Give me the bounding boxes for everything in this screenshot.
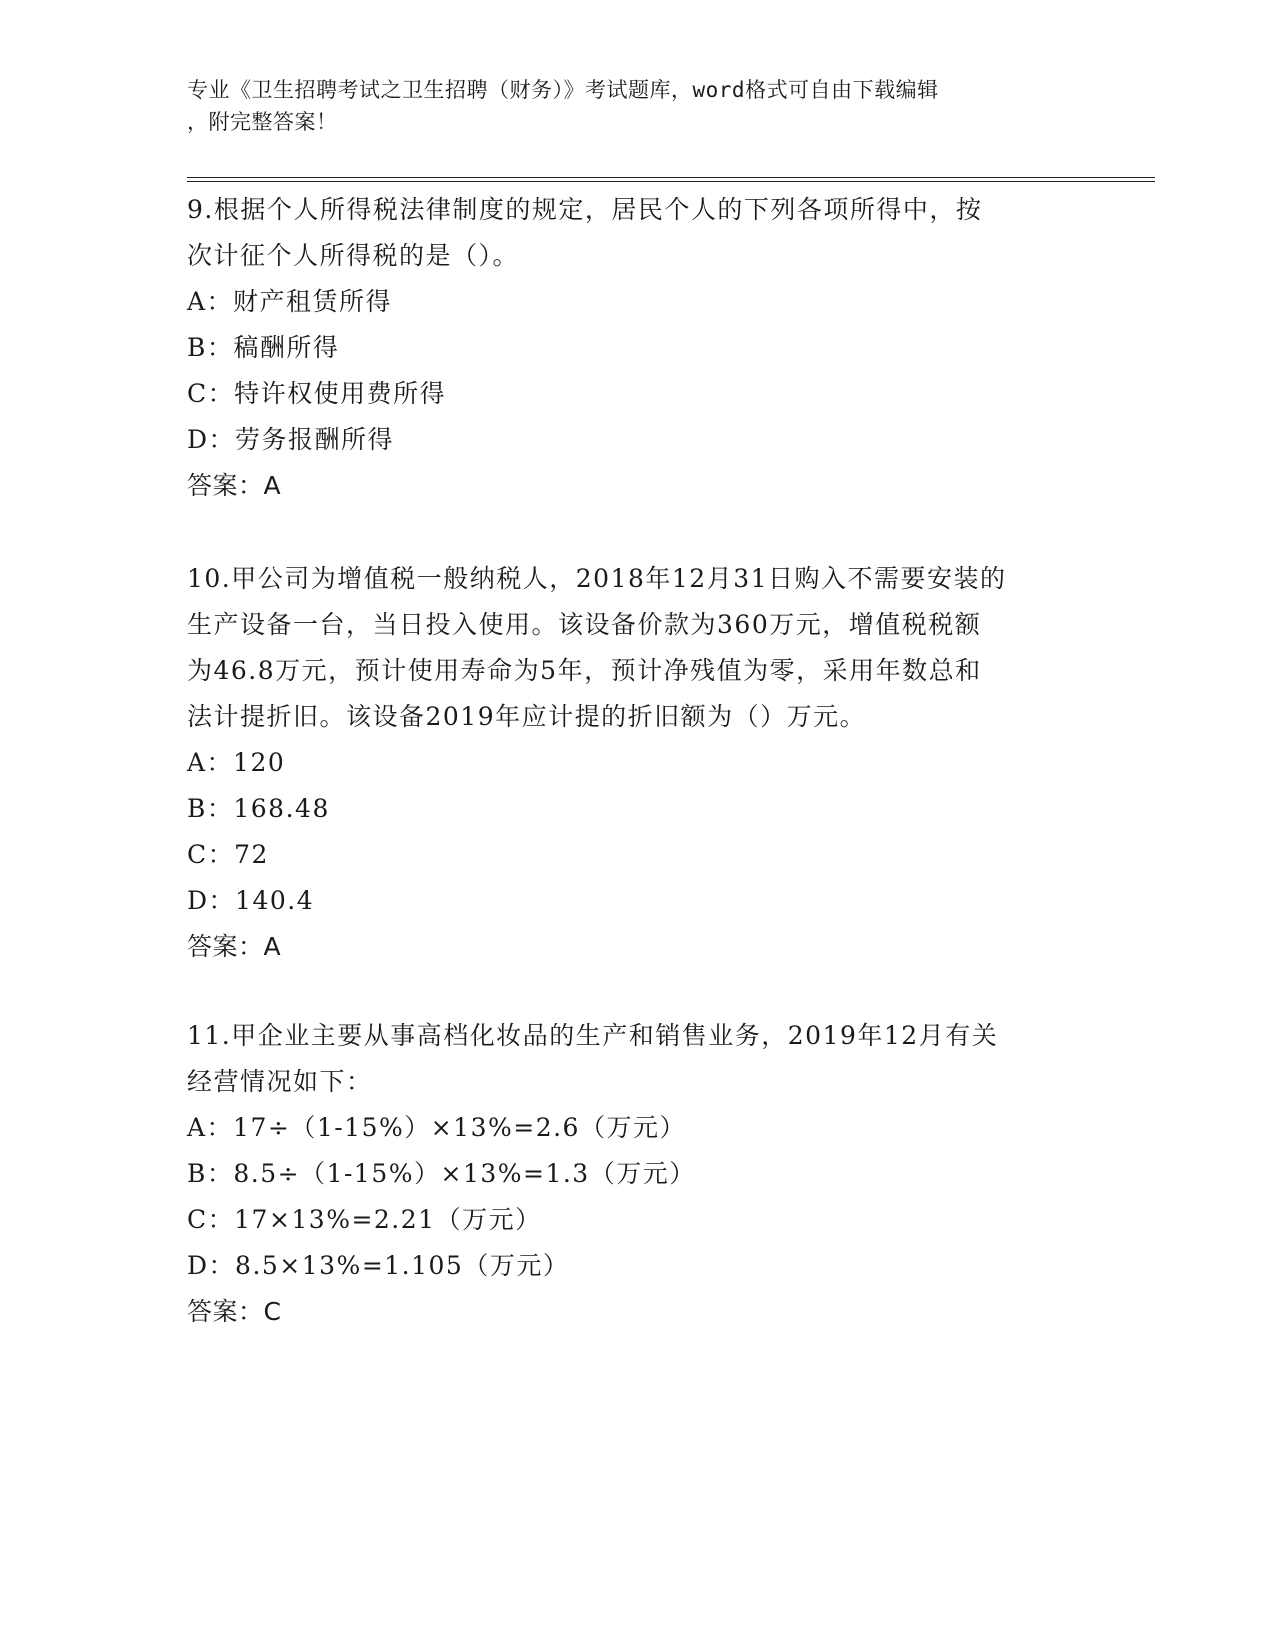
option-b: B：稿酬所得 [187,333,340,362]
option-c: C：72 [187,840,269,869]
question-9 [187,187,1087,509]
option-d: D：140.4 [187,886,315,915]
question-stem-line: 9.根据个人所得税法律制度的规定，居民个人的下列各项所得中，按 [187,195,983,224]
question-stem-line: 为46.8万元，预计使用寿命为5年，预计净残值为零，采用年数总和 [187,656,982,685]
question-10 [187,556,1087,970]
option-b: B：8.5÷（1-15%）×13%=1.3（万元） [187,1159,696,1188]
question-stem-line: 法计提折旧。该设备2019年应计提的折旧额为（）万元。 [187,702,867,731]
answer: 答案：A [187,932,282,961]
option-c: C：17×13%=2.21（万元） [187,1205,542,1234]
option-b: B：168.48 [187,794,330,823]
question-stem-line: 生产设备一台，当日投入使用。该设备价款为360万元，增值税税额 [187,610,982,639]
answer: 答案：C [187,1297,282,1326]
question-stem-line: 经营情况如下： [187,1067,373,1096]
option-c: C：特许权使用费所得 [187,379,447,408]
option-d: D：8.5×13%=1.105（万元） [187,1251,570,1280]
option-d: D：劳务报酬所得 [187,425,395,454]
question-stem-line: 10.甲公司为增值税一般纳税人，2018年12月31日购入不需要安装的 [187,564,1007,593]
question-11 [187,1013,1087,1335]
header-line-1: 专业《卫生招聘考试之卫生招聘（财务）》考试题库，word格式可自由下载编辑 [187,78,939,102]
question-stem-line: 11.甲企业主要从事高档化妆品的生产和销售业务，2019年12月有关 [187,1021,999,1050]
option-a: A：120 [187,748,286,777]
document-header [187,74,1067,138]
option-a: A：财产租赁所得 [187,287,393,316]
question-stem-line: 次计征个人所得税的是（）。 [187,241,520,270]
header-divider-bottom [187,181,1155,182]
answer: 答案：A [187,471,282,500]
option-a: A：17÷（1-15%）×13%=2.6（万元） [187,1113,686,1142]
header-line-2: ，附完整答案！ [187,110,338,134]
header-divider-top [187,177,1155,178]
